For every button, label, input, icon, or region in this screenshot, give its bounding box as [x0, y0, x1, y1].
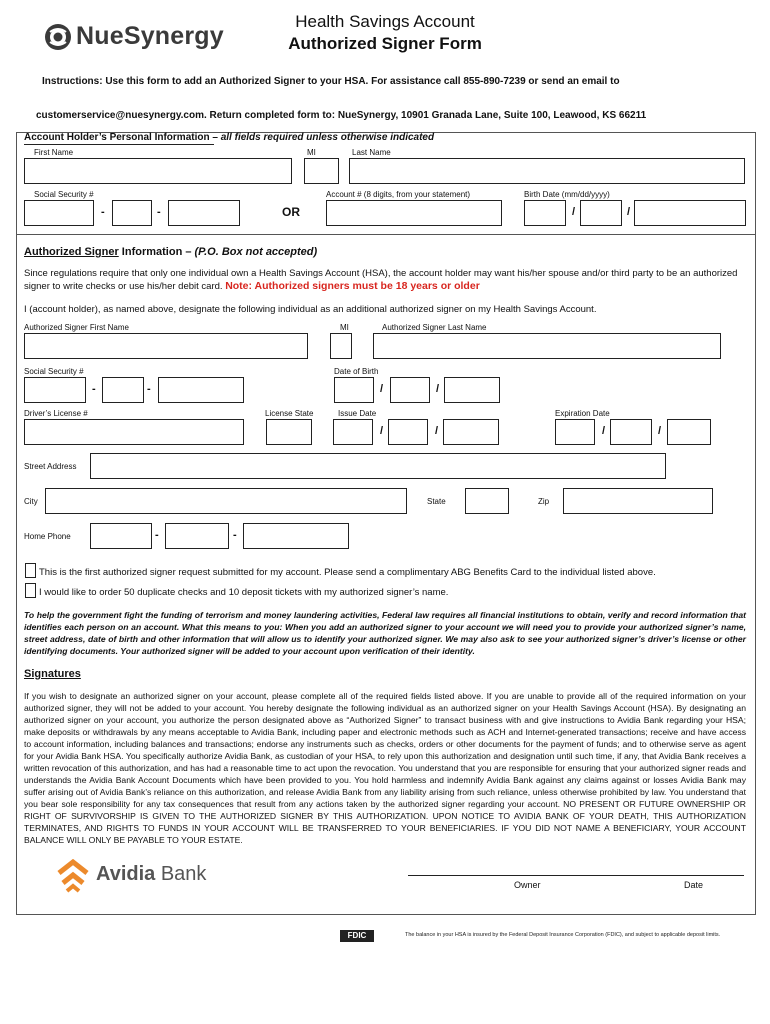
zip-field[interactable] — [563, 488, 713, 514]
drivers-license-field[interactable] — [24, 419, 244, 445]
date-slash: / — [572, 206, 576, 218]
issue-month-field[interactable] — [333, 419, 373, 445]
expiration-date-label: Expiration Date — [555, 409, 610, 418]
signer-heading-a: Authorized Signer — [24, 246, 119, 258]
signer-heading-c: (P.O. Box not accepted) — [194, 246, 318, 258]
account-number-field[interactable] — [326, 200, 502, 226]
city-field[interactable] — [45, 488, 407, 514]
phone-dash: - — [233, 529, 237, 541]
phone-area-code[interactable] — [90, 523, 152, 549]
signer-last-name-field[interactable] — [373, 333, 721, 359]
date-slash: / — [602, 425, 606, 437]
signer-mi-field[interactable] — [330, 333, 352, 359]
fdic-logo-text: FDIC — [347, 931, 367, 940]
signer-last-name-label: Authorized Signer Last Name — [382, 323, 487, 332]
form-title-line1: Health Savings Account — [295, 12, 475, 31]
holder-ssn-part1[interactable] — [24, 200, 94, 226]
signer-dob-year[interactable] — [444, 377, 500, 403]
drivers-license-label: Driver’s License # — [24, 409, 88, 418]
abg-card-checkbox[interactable] — [25, 563, 36, 578]
owner-label: Owner — [514, 880, 541, 890]
ssn-dash: - — [147, 383, 151, 395]
issue-year-field[interactable] — [443, 419, 499, 445]
signature-line[interactable] — [408, 875, 744, 876]
last-name-label: Last Name — [352, 148, 391, 157]
ssn-dash: - — [101, 206, 105, 218]
regulations-text: Since regulations require that only one individual own a Health Savings Account (HSA), the account holder may want his/her spouse and/or third party to be an authorized signer to write checks or use his/her debit card. — [24, 268, 738, 292]
holder-ssn-part3[interactable] — [168, 200, 240, 226]
phone-line-number[interactable] — [243, 523, 349, 549]
form-title-line2: Authorized Signer Form — [288, 34, 482, 53]
nuesynergy-logo-icon — [44, 23, 72, 51]
expiration-year-field[interactable] — [667, 419, 711, 445]
issue-day-field[interactable] — [388, 419, 428, 445]
street-address-label: Street Address — [24, 462, 77, 471]
signer-dob-label: Date of Birth — [334, 367, 379, 376]
date-slash: / — [658, 425, 662, 437]
birth-date-label: Birth Date (mm/dd/yyyy) — [524, 190, 610, 199]
state-label: State — [427, 497, 446, 506]
signatures-body: If you wish to designate an authorized signer on your account, please complete all of the required fields listed above. If you are unable to provide all of the required information on your authorized signer, they will not be added to your account. You hereby designate the following individual as an authorized signer on your Health Savings Account (HSA). By designating an authorized signer on your account, you authorize the person designated above as “Authorized Signer” to transact business with and give instructions to Avidia Bank regarding your HSA; make deposits or withdrawals by any means acceptable to Avidia Bank, including paper and electronic methods such as ACH and Internet-generated transactions; receive and have access to account information, including balances and transactions; endorse any instruments such as checks, orders or other documents for the payment of funds; and to otherwise serve as agent for your Avidia Bank HSA. You specifically authorize Avidia Bank, as custodian of your HSA, to rely upon this authorization and designation until such time, if any, that Avidia Bank receives a written revocation of this authorization, and has had a reasonable time to act upon the revocation. You understand that you are responsible for ensuring that your authorized signer reads and understands the Avidia Bank Account Documents which have been provided to you. You hold harmless and indemnify Avidia Bank against any claims against or losses Avidia Bank may suffer arising out of Avidia Bank’s reliance on this authorization, and release Avidia Bank from any liability arising from such reliance, unless otherwise prohibited by law. You understand that you bear sole responsibility for any tax consequences that result from any actions taken by the authorized signer regarding your account. NO PRESENT OR FUTURE OWNERSHIP OR RIGHT OF SURVIVORSHIP IS GIVEN TO THE AUTHORIZED SIGNER BY THIS AUTHORIZATION. UPON NOTICE TO AVIDIA BANK OF YOUR DEATH, THIS AUTHORIZATION TERMINATES, AND RIGHTS TO FUNDS IN YOUR ACCOUNT WILL BE TRANSFERRED TO YOUR BENEFICIARIES. IF YOU DID NOT NAME A BENEFICIARY, YOUR ACCOUNT BALANCE WILL ONLY BE PAYABLE TO YOUR ESTATE. — [24, 691, 746, 845]
date-slash: / — [380, 425, 384, 437]
license-state-field[interactable] — [266, 419, 312, 445]
abg-card-option-text: This is the first authorized signer request submitted for my account. Please send a complimentary ABG Benefits Card to the individual listed above. — [39, 567, 656, 578]
signer-heading-b: Information – — [118, 246, 195, 258]
instructions-line1: Instructions: Use this form to add an Authorized Signer to your HSA. For assistance call 855-890-7239 or send an email to — [42, 76, 620, 87]
birth-day-field[interactable] — [580, 200, 622, 226]
nuesynergy-logo — [44, 22, 224, 52]
signatures-heading: Signatures — [24, 668, 81, 680]
signer-first-name-label: Authorized Signer First Name — [24, 323, 129, 332]
signer-dob-day[interactable] — [390, 377, 430, 403]
signer-first-name-field[interactable] — [24, 333, 308, 359]
expiration-month-field[interactable] — [555, 419, 595, 445]
first-name-label: First Name — [34, 148, 74, 157]
date-label: Date — [684, 880, 704, 890]
account-holder-heading-suffix: – all fields required unless otherwise indicated — [209, 132, 435, 143]
avidia-wordmark-a: Avidia — [96, 863, 156, 885]
account-holder-heading-text: Account Holder’s Personal Information — [24, 132, 210, 143]
phone-prefix[interactable] — [165, 523, 229, 549]
checks-order-checkbox[interactable] — [25, 583, 36, 598]
signer-ssn-part1[interactable] — [24, 377, 86, 403]
date-slash: / — [435, 425, 439, 437]
date-slash: / — [627, 206, 631, 218]
signer-heading — [24, 246, 317, 258]
avidia-bank-logo — [56, 858, 226, 894]
avidia-chevron-icon — [56, 859, 90, 893]
patriot-act-notice: To help the government fight the funding of terrorism and money laundering activities, Federal law requires all financial institutions to obtain, verify and record information that identifies each person on an account. What this means to you: When you add an authorized signer to your account we will need you to provide your authorized signer’s name, street address, date of birth and other information that will allow us to identify your authorized signer. We may also ask to see your authorized signer’s driver’s license or other identifying documents. Your authorized signer will be added to your account upon verification of their identity. — [24, 610, 746, 656]
holder-ssn-label: Social Security # — [34, 190, 94, 199]
zip-label: Zip — [538, 497, 550, 506]
mi-field[interactable] — [304, 158, 339, 184]
signer-ssn-part3[interactable] — [158, 377, 244, 403]
street-address-field[interactable] — [90, 453, 666, 479]
or-text: OR — [282, 205, 300, 219]
date-slash: / — [380, 383, 384, 395]
account-number-label: Account # (8 digits, from your statement) — [326, 190, 471, 199]
mi-label: MI — [307, 148, 316, 157]
designate-statement: I (account holder), as named above, designate the following individual as an additional authorized signer on my Health Savings Account. — [24, 304, 597, 315]
heading-underline — [24, 144, 214, 145]
checks-order-option-text: I would like to order 50 duplicate checks and 10 deposit tickets with my authorized signer’s name. — [39, 587, 449, 598]
signer-ssn-part2[interactable] — [102, 377, 144, 403]
birth-year-field[interactable] — [634, 200, 746, 226]
first-name-field[interactable] — [24, 158, 292, 184]
holder-ssn-part2[interactable] — [112, 200, 152, 226]
home-phone-label: Home Phone — [24, 532, 71, 541]
birth-month-field[interactable] — [524, 200, 566, 226]
age-note: Note: Authorized signers must be 18 years or older — [225, 280, 480, 292]
regulations-paragraph — [24, 267, 746, 293]
fdic-logo — [340, 930, 374, 942]
account-holder-heading — [24, 132, 434, 143]
avidia-wordmark-b: Bank — [155, 863, 207, 885]
signer-dob-month[interactable] — [334, 377, 374, 403]
expiration-day-field[interactable] — [610, 419, 652, 445]
signer-mi-label: MI — [340, 323, 349, 332]
fdic-note: The balance in your HSA is insured by the Federal Deposit Insurance Corporation (FDIC), and subject to applicable deposit limits. — [405, 932, 721, 938]
avidia-wordmark — [96, 863, 206, 886]
phone-dash: - — [155, 529, 159, 541]
ssn-dash: - — [92, 383, 96, 395]
signer-ssn-label: Social Security # — [24, 367, 84, 376]
instructions-line2: customerservice@nuesynergy.com. Return completed form to: NueSynergy, 10901 Granada Lane, Suite 100, Leawood, KS 66211 — [36, 110, 647, 121]
logo-text: NueSynergy — [76, 22, 224, 50]
license-state-label: License State — [265, 409, 314, 418]
date-slash: / — [436, 383, 440, 395]
ssn-dash: - — [157, 206, 161, 218]
state-field[interactable] — [465, 488, 509, 514]
issue-date-label: Issue Date — [338, 409, 377, 418]
last-name-field[interactable] — [349, 158, 745, 184]
city-label: City — [24, 497, 38, 506]
